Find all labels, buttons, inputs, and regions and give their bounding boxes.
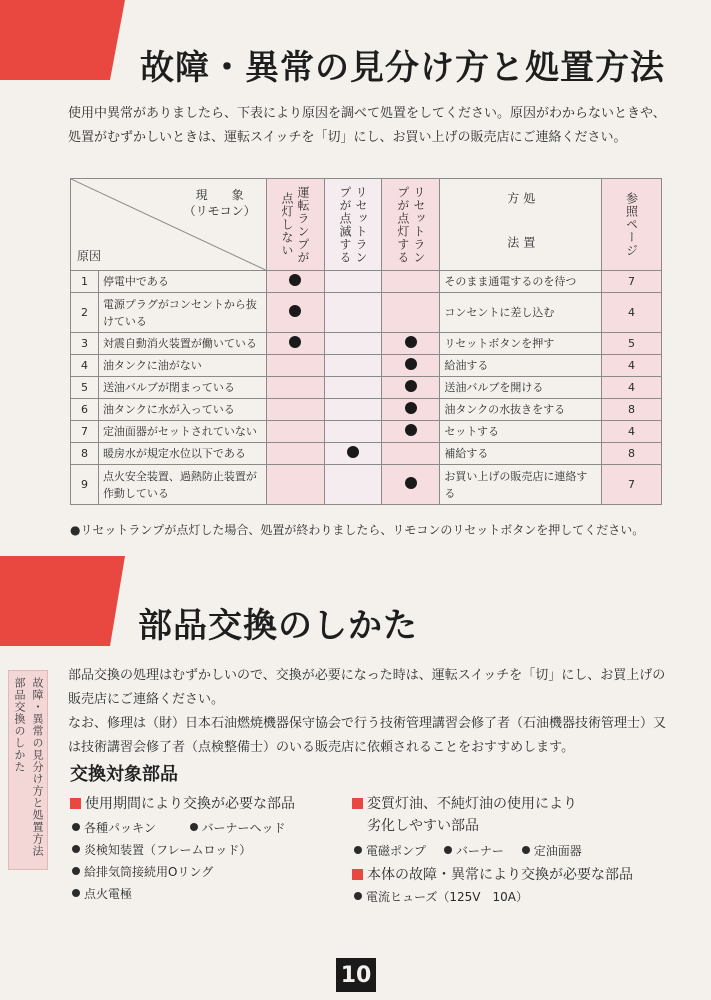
row-lamp2 [324,399,382,421]
row-remedy: 給油する [440,355,602,377]
row-lamp2 [324,271,382,293]
bullet-icon [72,889,80,897]
filled-circle-icon [347,446,359,458]
row-remedy: そのまま通電するのを待つ [440,271,602,293]
row-remedy: 送油バルブを開ける [440,377,602,399]
row-lamp2 [324,355,382,377]
category-malfunction: 本体の故障・異常により交換が必要な部品 [352,864,633,886]
row-lamp3 [382,421,440,443]
bullet-icon [72,823,80,831]
table-row [71,421,662,443]
row-remedy: セットする [440,421,602,443]
filled-circle-icon [405,402,417,414]
row-cause: 定油面器がセットされていない [98,421,266,443]
reset-note: ●リセットランプが点灯した場合、処置が終わりましたら、リモコンのリセットボタンを押してください。 [70,523,645,537]
row-remedy: お買い上げの販売店に連絡する [440,465,602,505]
filled-circle-icon [405,477,417,489]
row-lamp2 [324,377,382,399]
table-row [71,399,662,421]
row-lamp1 [266,355,324,377]
table-header-row [71,179,662,271]
header-symptom-line1: 現 象 [195,188,244,202]
fault-table-body [71,271,662,505]
row-lamp2 [324,293,382,333]
table-row [71,443,662,465]
category-usage-period [70,793,295,815]
table-row [71,377,662,399]
header-symptom [184,187,256,219]
bullet-icon [190,823,198,831]
table-row [71,333,662,355]
row-number: 9 [71,465,99,505]
red-square-icon [70,798,81,809]
fault-table [70,178,662,505]
list-item: 給排気筒接続用Oリング [72,861,286,883]
row-lamp3 [382,293,440,333]
accent-bar-middle [0,556,125,646]
parts-intro [68,664,678,760]
row-remedy: リセットボタンを押す [440,333,602,355]
row-lamp3 [382,271,440,293]
row-lamp3 [382,443,440,465]
filled-circle-icon [405,424,417,436]
row-page: 7 [602,271,662,293]
row-lamp3 [382,355,440,377]
row-lamp2 [324,465,382,505]
side-index-line2: 部品交換のしかた [13,677,26,773]
list-item: 炎検知装置（フレームロッド） [72,839,286,861]
header-remedy: 処 置 方 法 [440,179,602,271]
row-page: 4 [602,293,662,333]
row-lamp1 [266,421,324,443]
row-page: 4 [602,377,662,399]
parts-intro-line2: なお、修理は（財）日本石油燃焼機器保守協会で行う技術管理講習会修了者（石油機器技術管理士）又は技術講習会修了者（点検整備士）のいる販売店に依頼されることをおすすめします。 [68,716,667,755]
page-number: 10 [336,958,376,992]
side-index-line1: 故障・異常の見分け方と処置方法 [31,677,44,857]
header-page: 参照ページ [602,179,662,271]
filled-circle-icon [405,380,417,392]
header-lamp1: 運転ランプが点灯しない [266,179,324,271]
header-cause: 原因 [77,249,102,263]
row-cause: 油タンクに油がない [98,355,266,377]
row-number: 1 [71,271,99,293]
row-number: 2 [71,293,99,333]
header-symptom-line2: （リモコン） [183,204,256,218]
row-number: 8 [71,443,99,465]
usage-period-items [72,817,286,905]
table-row [71,465,662,505]
list-item: バーナー [444,844,504,858]
row-lamp1 [266,377,324,399]
row-number: 6 [71,399,99,421]
row-lamp1 [266,333,324,355]
row-cause: 油タンクに水が入っている [98,399,266,421]
row-page: 4 [602,355,662,377]
row-number: 4 [71,355,99,377]
row-lamp2 [324,443,382,465]
bullet-icon [354,892,362,900]
filled-circle-icon [405,336,417,348]
malfunction-items [354,886,528,908]
section-title-troubleshooting: 故障・異常の見分け方と処置方法 [140,48,665,88]
row-lamp1 [266,271,324,293]
list-item: 電流ヒューズ（125V 10A） [354,886,528,908]
bullet-icon [444,846,452,854]
troubleshooting-intro: 使用中異常がありましたら、下表により原因を調べて処置をしてください。原因がわからないときや、処置がむずかしいときは、運転スイッチを「切」にし、お買い上げの販売店にご連絡ください。 [68,106,666,145]
row-lamp3 [382,377,440,399]
bullet-icon [522,846,530,854]
row-page: 5 [602,333,662,355]
parts-intro-line1: 部品交換の処理はむずかしいので、交換が必要になった時は、運転スイッチを「切」にし、お買上げの販売店にご連絡ください。 [68,668,666,707]
row-lamp1 [266,443,324,465]
red-square-icon [352,869,363,880]
filled-circle-icon [289,274,301,286]
bullet-icon [72,845,80,853]
row-remedy: 補給する [440,443,602,465]
table-row [71,271,662,293]
row-lamp1 [266,399,324,421]
list-item: 点火電極 [72,883,286,905]
list-item: 電磁ポンプ [354,844,426,858]
list-item: 各種パッキン バーナーヘッド [72,817,286,839]
section-title-parts: 部品交換のしかた [138,606,418,646]
row-lamp2 [324,333,382,355]
row-lamp1 [266,293,324,333]
row-cause: 対震自動消火装置が働いている [98,333,266,355]
row-cause: 点火安全装置、過熱防止装置が作動している [98,465,266,505]
degraded-oil-items [354,840,596,862]
row-lamp2 [324,421,382,443]
row-cause: 停電中である [98,271,266,293]
row-cause: 電源プラグがコンセントから抜けている [98,293,266,333]
filled-circle-icon [289,336,301,348]
row-page: 8 [602,399,662,421]
accent-bar-top [0,0,125,80]
header-diagonal-cell [71,179,267,271]
side-index-tab [8,670,48,870]
row-remedy: コンセントに差し込む [440,293,602,333]
row-page: 4 [602,421,662,443]
row-page: 7 [602,465,662,505]
row-number: 3 [71,333,99,355]
header-lamp2: リセットランプが点滅する [324,179,382,271]
category-degraded-oil: 変質灯油、不純灯油の使用により 劣化しやすい部品 [352,793,577,837]
filled-circle-icon [289,305,301,317]
bullet-icon [354,846,362,854]
header-lamp3: リセットランプが点灯する [382,179,440,271]
filled-circle-icon [405,358,417,370]
row-lamp3 [382,333,440,355]
table-row [71,355,662,377]
bullet-icon [72,867,80,875]
category-title: 使用期間により交換が必要な部品 [85,796,295,812]
red-square-icon [352,798,363,809]
row-cause: 暖房水が規定水位以下である [98,443,266,465]
row-number: 7 [71,421,99,443]
row-page: 8 [602,443,662,465]
table-row [71,293,662,333]
row-lamp3 [382,465,440,505]
row-cause: 送油バルブが閉まっている [98,377,266,399]
row-lamp1 [266,465,324,505]
parts-subtitle: 交換対象部品 [70,764,178,785]
row-number: 5 [71,377,99,399]
row-remedy: 油タンクの水抜きをする [440,399,602,421]
row-lamp3 [382,399,440,421]
list-item: 定油面器 [522,844,582,858]
